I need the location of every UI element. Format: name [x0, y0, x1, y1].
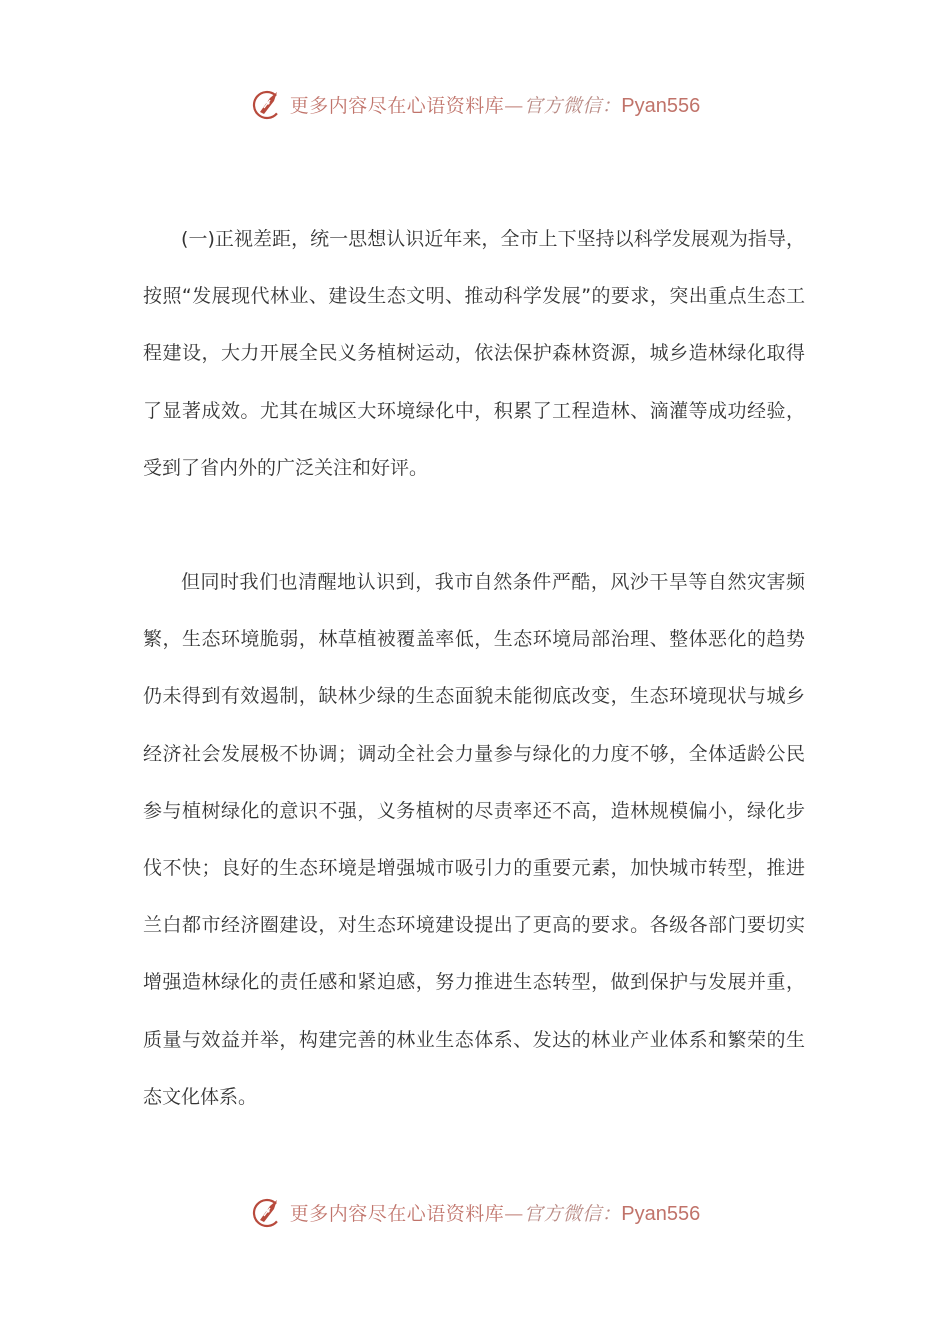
watermark-wechat-id: Pyan556	[621, 94, 701, 117]
watermark-text	[290, 1199, 701, 1226]
paragraph-1: (一)正视差距，统一思想认识近年来，全市上下坚持以科学发展观为指导，按照“发展现代林业、建设生态文明、推动科学发展”的要求，突出重点生态工程建设，大力开展全民义务植树运动，依法保护森林资源，城乡造林绿化取得了显著成效。尤其在城区大环境绿化中，积累了工程造林、滴灌等成功经验，受到了省内外的广泛关注和好评。	[143, 228, 805, 479]
watermark-main-text: 更多内容尽在心语资料库	[289, 1202, 505, 1225]
paragraph-2: 但同时我们也清醒地认识到，我市自然条件严酷，风沙干旱等自然灾害频繁，生态环境脆弱，林草植被覆盖率低，生态环境局部治理、整体恶化的趋势仍未得到有效遏制，缺林少绿的生态面貌未能彻底改变，生态环境现状与城乡经济社会发展极不协调；调动全社会力量参与绿化的力度不够，全体适龄公民参与植树绿化的意识不强，义务植树的尽责率还不高，造林规模偏小，绿化步伐不快；良好的生态环境是增强城市吸引力的重要元素，加快城市转型，推进兰白都市经济圈建设，对生态环境建设提出了更高的要求。各级各部门要切实增强造林绿化的责任感和紧迫感，努力推进生态转型，做到保护与发展并重，质量与效益并举，构建完善的林业生态体系、发达的林业产业体系和繁荣的生态文化体系。	[143, 571, 805, 1108]
watermark-separator: —	[504, 1202, 524, 1225]
watermark-main-text: 更多内容尽在心语资料库	[289, 94, 505, 117]
header-watermark	[0, 82, 950, 126]
watermark-text	[290, 91, 701, 118]
watermark-wechat-label: 官方微信：	[523, 94, 622, 117]
footer-watermark	[0, 1190, 950, 1234]
watermark-wechat-label: 官方微信：	[523, 1202, 622, 1225]
watermark-separator: —	[504, 94, 524, 117]
pen-nib-logo-icon	[250, 1194, 286, 1230]
pen-nib-logo-icon	[250, 86, 286, 122]
watermark-wechat-id: Pyan556	[621, 1202, 701, 1225]
